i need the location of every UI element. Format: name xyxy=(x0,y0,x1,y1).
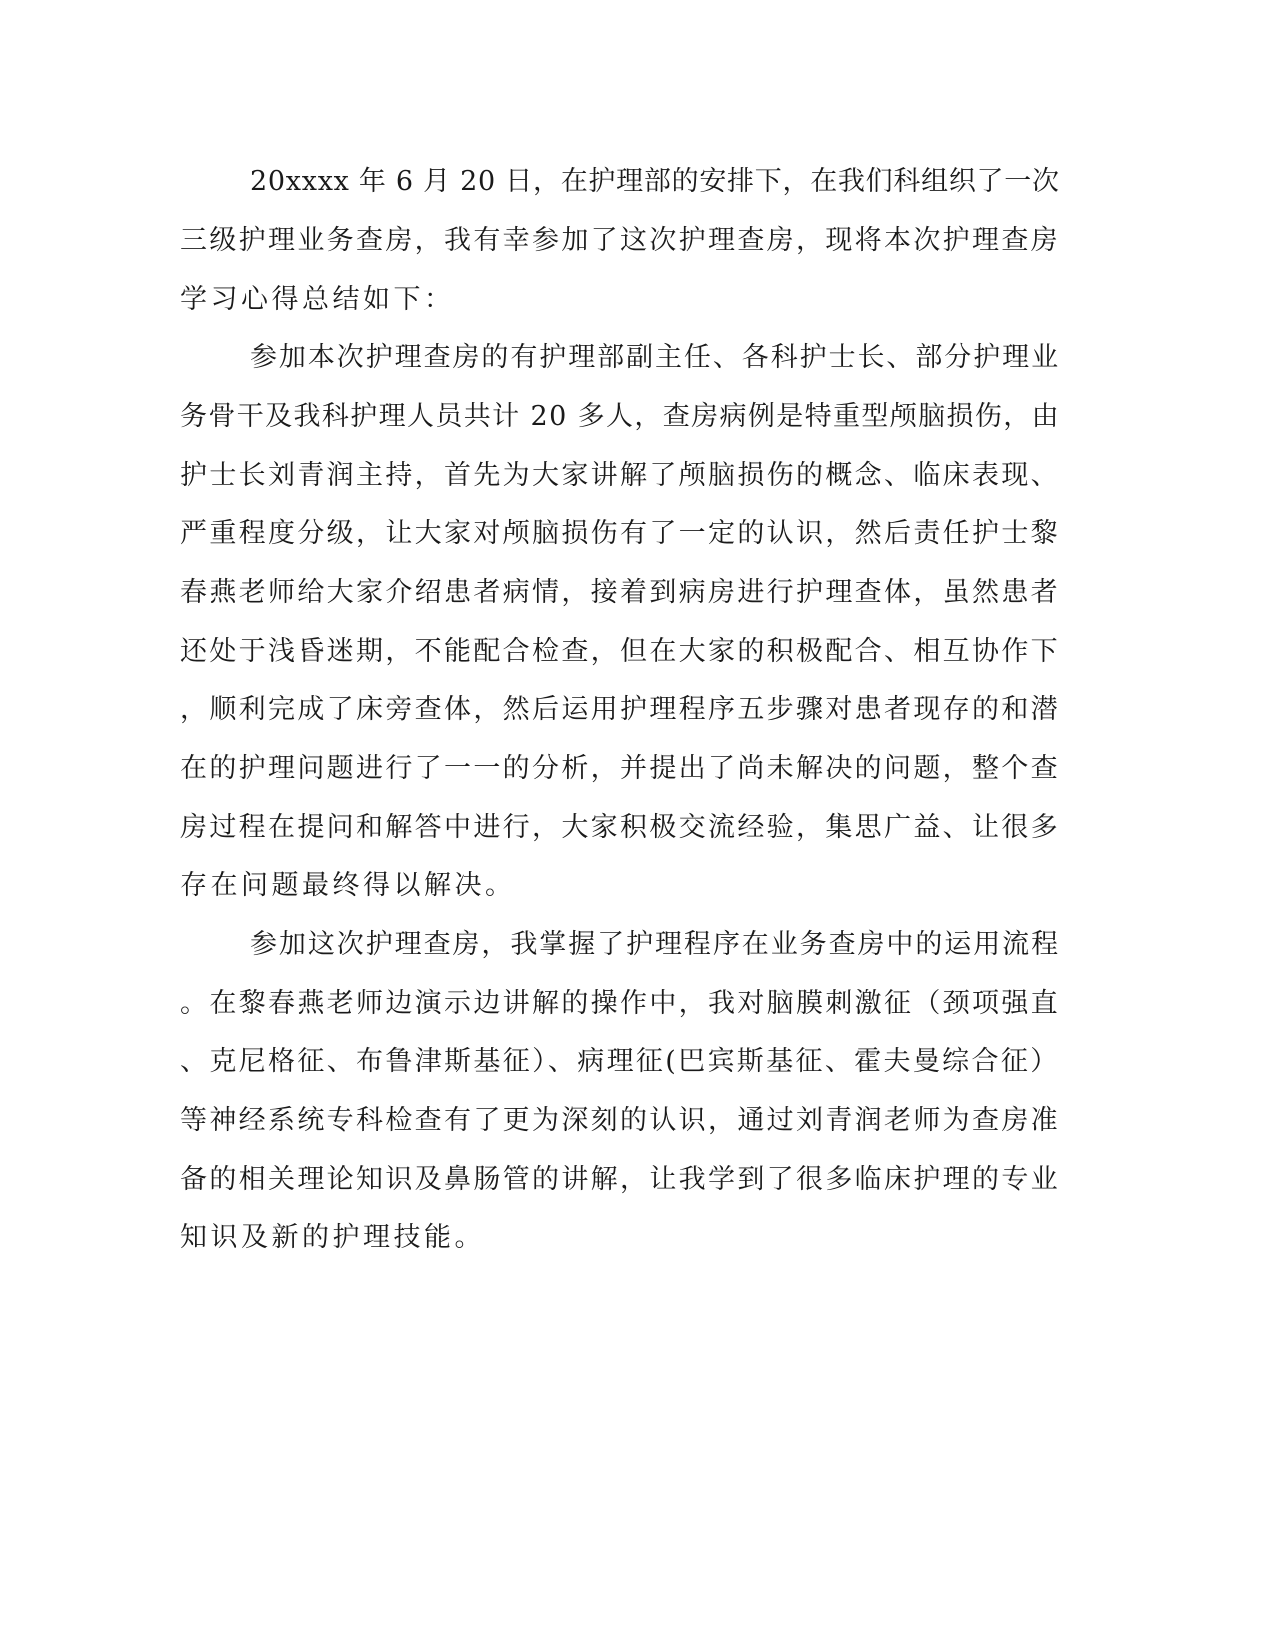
text-line: 参加本次护理查房的有护理部副主任、各科护士长、部分护理业 xyxy=(250,342,1060,373)
text-line: 学习心得总结如下： xyxy=(180,284,455,315)
text-line: 、克尼格征、布鲁津斯基征）、病理征(巴宾斯基征、霍夫曼综合征） xyxy=(180,1046,1060,1077)
text-line: 还处于浅昏迷期，不能配合检查，但在大家的积极配合、相互协作下 xyxy=(180,636,1060,667)
text-line: 在的护理问题进行了一一的分析，并提出了尚未解决的问题，整个查 xyxy=(180,753,1060,784)
text-line: 等神经系统专科检查有了更为深刻的认识，通过刘青润老师为查房准 xyxy=(180,1105,1060,1136)
text-line: 房过程在提问和解答中进行，大家积极交流经验，集思广益、让很多 xyxy=(180,812,1060,843)
text-line: 知识及新的护理技能。 xyxy=(180,1222,485,1253)
text-line: 春燕老师给大家介绍患者病情，接着到病房进行护理查体，虽然患者 xyxy=(180,577,1060,608)
text-line: 务骨干及我科护理人员共计 20 多人，查房病例是特重型颅脑损伤，由 xyxy=(180,401,1061,432)
text-line: 。在黎春燕老师边演示边讲解的操作中，我对脑膜刺激征（颈项强直 xyxy=(180,988,1060,1019)
text-line: 备的相关理论知识及鼻肠管的讲解，让我学到了很多临床护理的专业 xyxy=(180,1164,1060,1195)
text-line: 严重程度分级，让大家对颅脑损伤有了一定的认识，然后责任护士黎 xyxy=(180,518,1060,549)
text-line: 护士长刘青润主持，首先为大家讲解了颅脑损伤的概念、临床表现、 xyxy=(180,460,1060,491)
text-line: 三级护理业务查房，我有幸参加了这次护理查房，现将本次护理查房 xyxy=(180,225,1060,256)
text-line: 20xxxx 年 6 月 20 日，在护理部的安排下，在我们科组织了一次 xyxy=(250,166,1060,197)
text-line: 参加这次护理查房，我掌握了护理程序在业务查房中的运用流程 xyxy=(250,929,1060,960)
text-line: 存在问题最终得以解决。 xyxy=(180,870,516,901)
text-line: ，顺利完成了床旁查体，然后运用护理程序五步骤对患者现存的和潜 xyxy=(180,694,1060,725)
